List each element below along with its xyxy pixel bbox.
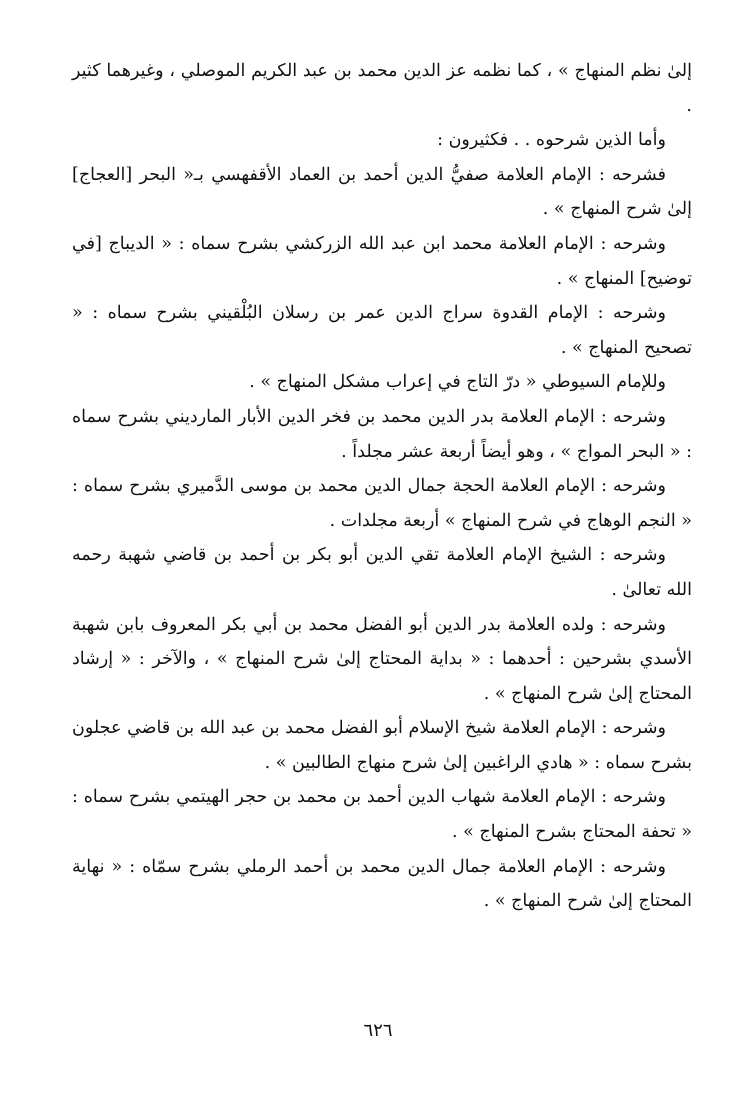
paragraph-ibn-qadi-shuhba: وشرحه : الشيخ الإمام العلامة تقي الدين أبو بكر بن أحمد بن قاضي شهبة رحمه الله تعالىٰ . [72,545,692,600]
paragraph-haytami: وشرحه : الإمام العلامة شهاب الدين أحمد بن محمد بن حجر الهيتمي بشرح سماه : « تحفة المحتاج بشرح المنهاج » . [72,787,692,843]
paragraph-bulqini: وشرحه : الإمام القدوة سراج الدين عمر بن رسلان البُلْقيني بشرح سماه : « تصحيح المنهاج » . [72,303,692,358]
page-number: ٦٢٦ [363,1020,393,1041]
paragraph-ibn-qadi-ajlun: وشرحه : الإمام العلامة شيخ الإسلام أبو الفضل محمد بن عبد الله بن قاضي عجلون بشرح سماه : « هادي الراغبين إلىٰ شرح منهاج الطالبين » . [72,718,692,773]
paragraph-badr-ibn-shuhba: وشرحه : ولده العلامة بدر الدين أبو الفضل محمد بن أبي بكر المعروف بابن شهبة الأسدي بشرحين : أحدهما : « بداية المحتاج إلىٰ شرح المنهاج » ، والآخر : « إرشاد المحتاج إلىٰ شرح المنهاج » . [72,614,692,704]
paragraph-suyuti: وللإمام السيوطي « درّ التاج في إعراب مشكل المنهاج » . [249,372,666,393]
body-text [72,54,692,919]
paragraph-ramli: وشرحه : الإمام العلامة جمال الدين محمد بن أحمد الرملي بشرح سمّاه : « نهاية المحتاج إلىٰ شرح المنهاج » . [72,856,692,912]
paragraph-damiri: وشرحه : الإمام العلامة الحجة جمال الدين محمد بن موسى الدَّميري بشرح سماه : « النجم الوهاج في شرح المنهاج » أربعة مجلدات . [72,476,692,531]
paragraph-maridini: وشرحه : الإمام العلامة بدر الدين محمد بن فخر الدين الأبار المارديني بشرح سماه : « البحر المواج » ، وهو أيضاً أربعة عشر مجلداً . [72,406,692,462]
paragraph-commentators-intro: وأما الذين شرحوه . . فكثيرون : [437,130,666,151]
paragraph-aqfahsi: فشرحه : الإمام العلامة صفيُّ الدين أحمد بن العماد الأقفهسي بـ« البحر [العجاج] إلىٰ شرح المنهاج » . [72,164,692,220]
paragraph-zarkashi: وشرحه : الإمام العلامة محمد ابن عبد الله الزركشي بشرح سماه : « الديباج [في توضيح] المنهاج » . [72,233,692,289]
paragraph-continuation: إلىٰ نظم المنهاج » ، كما نظمه عز الدين محمد بن عبد الكريم الموصلي ، وغيرهما كثير . [72,61,692,116]
